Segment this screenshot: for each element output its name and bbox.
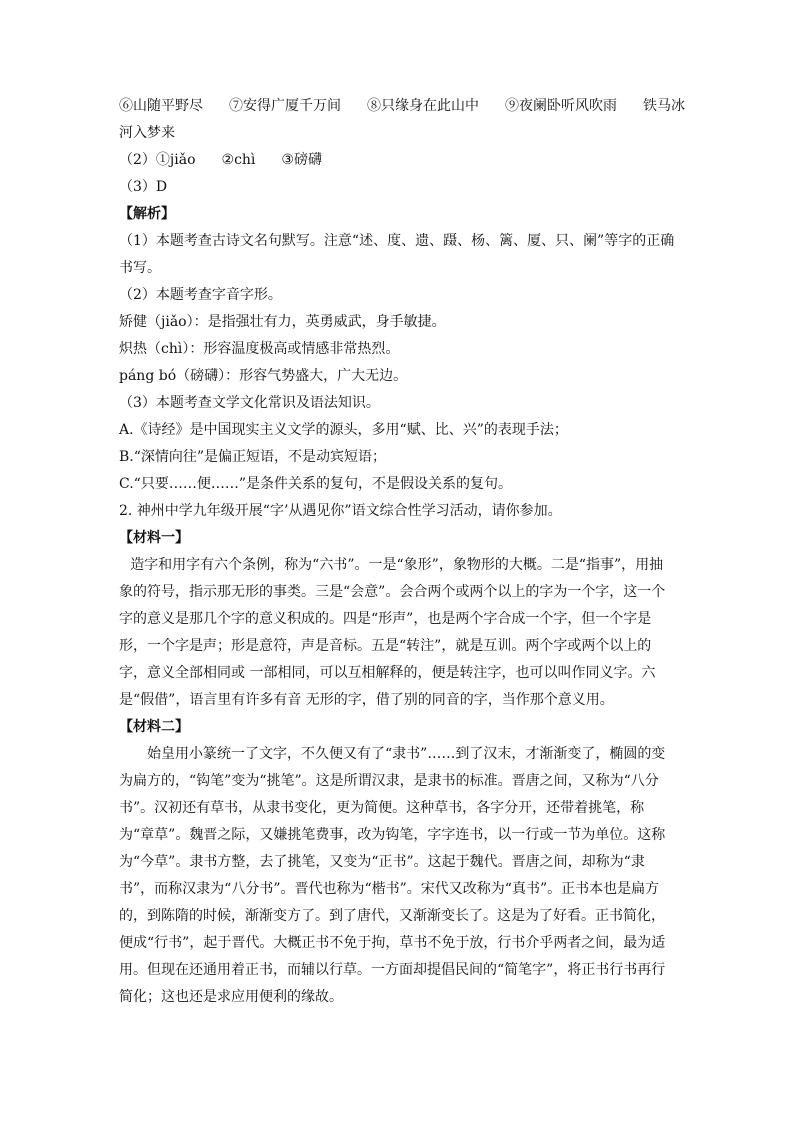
answer-q2-2: ②chì [221,152,256,168]
answer-6: ⑥山随平野尽 [119,98,203,114]
material-1-header: 【材料一】 [119,530,189,546]
answer-q2 [119,147,676,174]
document-content [119,93,685,1011]
analysis-p9: C.“只要……便……”是条件关系的复句，不是假设关系的复句。 [119,476,512,492]
analysis-p5: páng bó（磅礴）：形容气势盛大，广大无边。 [119,368,408,384]
answer-q3: （3）D [119,179,168,195]
material-2-header: 【材料二】 [119,719,189,735]
material-1-text: 造字和用字有六个条例，称为“六书”。一是“象形”，象物形的大概。二是“指事”，用抽象的符号，指示那无形的事类。三是“会意”。会合两个或两个以上的字为一个字，这一个字的意义是那几个字的意义积成的。四是“形声”，也是两个字合成一个字，但一个字是形，一个字是声；形是意符，声是音标。五是“转注”，就是互训。两个字或两个以上的字，意义全部相同或 一部相同，可以互相解释的，便是转注字，也可以叫作同义字。六是“假借”，语言里有许多有音 无形的字，借了别的同音的字，当作那个意义用。 [119,557,666,708]
answer-9-cont: 铁马冰 [643,98,685,114]
analysis-p2: （2）本题考查字音字形。 [119,287,282,303]
material-2-text: 始皇用小篆统一了文字，不久便又有了“隶书”……到了汉末，才渐渐变了，椭圆的变为扁方的，“钩笔”变为“挑笔”。这是所谓汉隶，是隶书的标准。晋唐之间，又称为“八分书”。汉初还有草书，从隶书变化，更为简便。这种草书，各字分开，还带着挑笔，称为“章草”。魏晋之际，又嫌挑笔费事，改为钩笔，字字连书，以一行或一节为单位。这称为“今草”。隶书方整，去了挑笔，又变为“正书”。这起于魏代。晋唐之间，却称为“隶书”，而称汉隶为“八分书”。晋代也称为“楷书”。宋代又改称为“真书”。正书本也是扁方的，到陈隋的时候，渐渐变方了。到了唐代，又渐渐变长了。这是为了好看。正书简化，便成“行书”，起于晋代。大概正书不免于拘，草书不免于放，行书介乎两者之间，最为适用。但现在还通用着正书，而辅以行草。一方面却提倡民间的“简笔字”，将正书行书再行简化；这也还是求应用便利的缘故。 [119,746,666,1005]
analysis-p3: 矫健（jiǎo）：是指强壮有力，英勇威武，身手敏捷。 [119,314,446,330]
answer-line-1-cont: 河入梦来 [119,125,175,141]
analysis-p8: B.“深情向往”是偏正短语，不是动宾短语； [119,449,387,465]
answer-line-1 [119,93,685,120]
answer-q2-1: （2）①jiǎo [119,152,196,168]
answer-9: ⑨夜阑卧听风吹雨 [505,98,617,114]
analysis-p4: 炽热（chì）：形容温度极高或情感非常热烈。 [119,341,400,357]
answer-q2-3: ③磅礴 [281,152,322,168]
analysis-p6: （3）本题考查文学文化常识及语法知识。 [119,395,380,411]
question-2-intro: 2. 神州中学九年级开展“字’从遇见你”语文综合性学习活动，请你参加。 [119,503,562,519]
answer-8: ⑧只缘身在此山中 [367,98,479,114]
answer-7: ⑦安得广厦千万间 [229,98,341,114]
analysis-header: 【解析】 [119,206,175,222]
analysis-p1: （1）本题考查古诗文名句默写。注意“述、度、遗、蹑、杨、篱、厦、只、阑”等字的正确书写。 [119,233,675,276]
analysis-p7: A.《诗经》是中国现实主义文学的源头，多用“赋、比、兴”的表现手法； [119,422,568,438]
